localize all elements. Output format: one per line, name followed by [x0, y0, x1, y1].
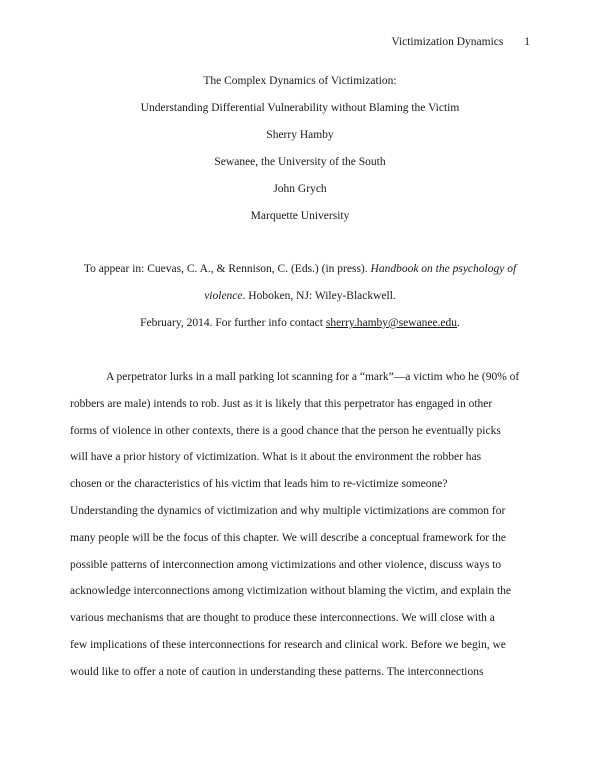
body-line: many people will be the focus of this chapter. We will describe a conceptual framework for the — [70, 531, 507, 544]
body-line: Understanding the dynamics of victimization and why multiple victimizations are common for — [70, 504, 506, 517]
body-line: robbers are male) intends to rob. Just as it is likely that this perpetrator has engaged in other — [70, 397, 493, 410]
contact-text: February, 2014. For further info contact — [140, 317, 326, 329]
page-number: 1 — [524, 36, 530, 48]
citation-line-3 — [0, 310, 600, 337]
citation-handbook-title-part1: Handbook on the psychology of — [370, 263, 517, 275]
body-line: possible patterns of interconnection among victimizations and other violence, discuss ways to — [70, 558, 502, 571]
running-head-title: Victimization Dynamics — [391, 36, 504, 48]
citation-handbook-title-part2: violence — [204, 290, 243, 302]
affiliation-1: Sewanee, the University of the South — [214, 156, 386, 168]
body-paragraph — [70, 364, 540, 686]
author-2: John Grych — [273, 183, 327, 195]
body-line: A perpetrator lurks in a mall parking lot scanning for a “mark”—a victim who he (90% of — [106, 371, 520, 383]
citation-prefix: To appear in: Cuevas, C. A., & Rennison, C. (Eds.) (in press). — [83, 263, 371, 275]
body-line: would like to offer a note of caution in understanding these patterns. The interconnections — [70, 665, 484, 678]
title-line-2: Understanding Differential Vulnerability without Blaming the Victim — [140, 102, 460, 114]
citation-block — [0, 256, 600, 337]
body-line: few implications of these interconnections for research and clinical work. Before we begin, we — [70, 638, 506, 651]
citation-publisher: . Hoboken, NJ: Wiley-Blackwell. — [242, 290, 396, 302]
body-line: will have a prior history of victimization. What is it about the environment the robber has — [70, 451, 482, 464]
body-line: various mechanisms that are thought to produce these interconnections. We will close with a — [70, 612, 495, 625]
running-head — [391, 36, 530, 48]
body-line: acknowledge interconnections among victimization without blaming the victim, and explain the — [70, 585, 512, 598]
author-1: Sherry Hamby — [266, 129, 334, 141]
body-line: forms of violence in other contexts, there is a good chance that the person he eventually picks — [70, 424, 501, 437]
citation-line-1 — [0, 256, 600, 283]
contact-suffix: . — [457, 317, 460, 329]
affiliation-2: Marquette University — [250, 210, 350, 222]
citation-line-2 — [0, 283, 600, 310]
title-line-1: The Complex Dynamics of Victimization: — [203, 75, 397, 87]
title-block — [0, 68, 600, 230]
body-line: chosen or the characteristics of his victim that leads him to re-victimize someone? — [70, 478, 448, 491]
contact-email-link[interactable]: sherry.hamby@sewanee.edu — [325, 317, 458, 329]
